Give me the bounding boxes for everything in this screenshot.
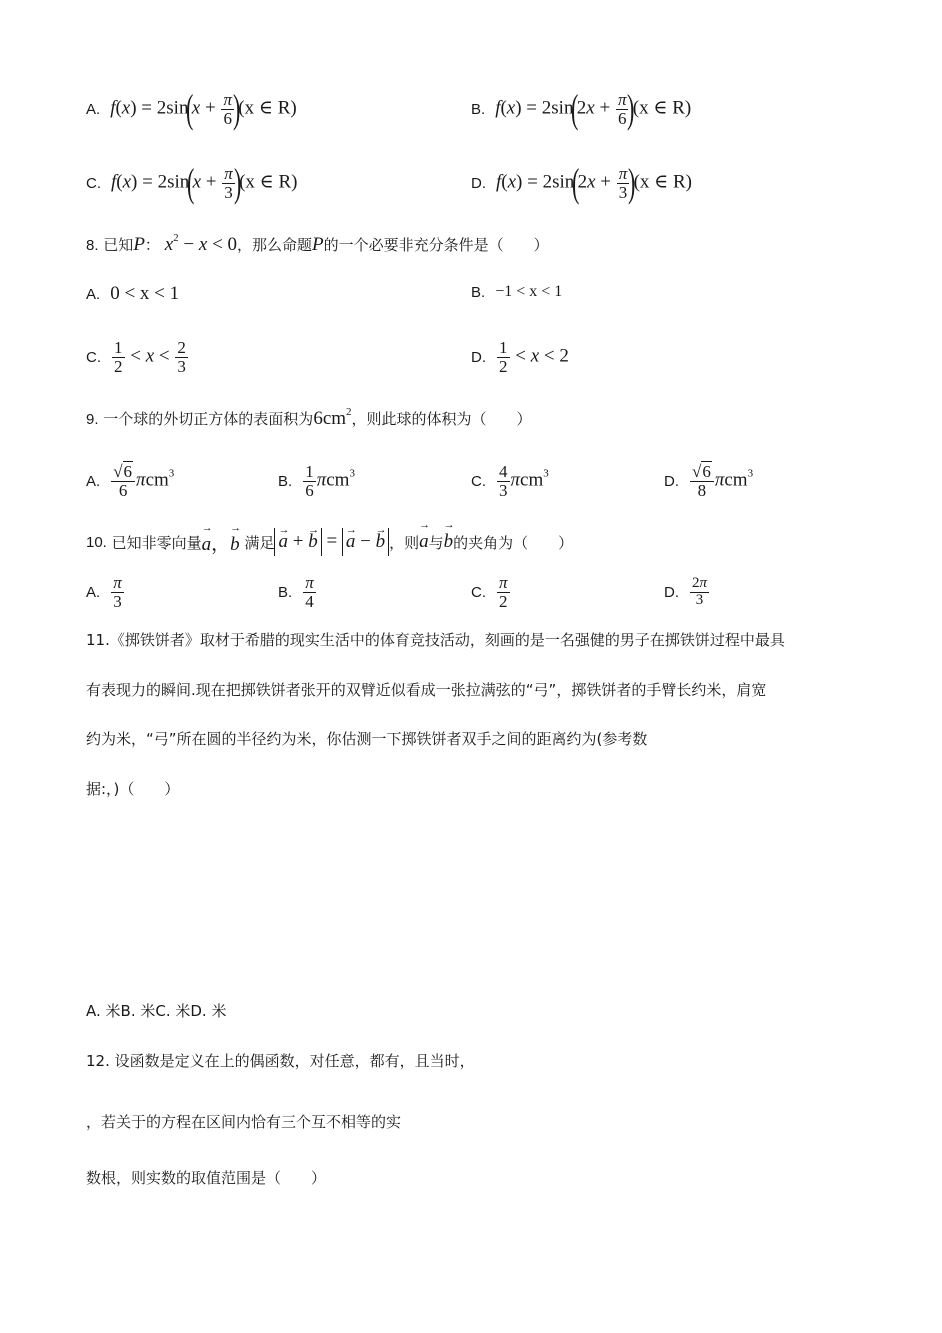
math-expression: f(x) = 2sin(x + $\frac{\pi}{6}$ )(x ∈ R) xyxy=(110,86,297,131)
math-expression: $\frac{\pi}{4}$ xyxy=(305,572,314,611)
math-expression: f(x) = 2sin(2x + $\frac{\pi}{6}$ )(x ∈ R) xyxy=(495,86,692,131)
math-expression: $\frac{\pi}{2}$ xyxy=(499,572,508,611)
q8-option-d[interactable]: D. $\frac{1}{2}$ < x < 2 xyxy=(471,337,569,376)
q10-option-b[interactable]: B. $\frac{\pi}{4}$ xyxy=(278,568,317,616)
q7-option-d[interactable] xyxy=(471,158,692,208)
math-expression: $\frac{1}{6}$ πcm$^3$ xyxy=(305,461,355,500)
q7-option-c[interactable] xyxy=(86,158,298,208)
q9-option-c[interactable]: C. $\frac{4}{3}$ πcm$^3$ xyxy=(471,461,549,500)
option-label: D. xyxy=(471,174,486,192)
q11-line-4: 据:，)（ ） xyxy=(86,780,180,798)
q11-options[interactable]: A. 米B. 米C. 米D. 米 xyxy=(86,1002,227,1020)
math-expression: f(x) = 2sin(x + $\frac{\pi}{3}$ )(x ∈ R) xyxy=(111,160,298,205)
q8-option-a[interactable]: A. 0 < x < 1 xyxy=(86,283,180,304)
q9-stem: 9. 一个球的外切正方体的表面积为$6cm^2$，则此球的体积为（ ） xyxy=(86,406,532,429)
math-expression: $\frac{\pi}{3}$ xyxy=(113,572,122,611)
math-expression: $\frac{4}{3}$ πcm$^3$ xyxy=(499,461,549,500)
option-label: A. xyxy=(86,100,101,118)
q12-line-2: ，若关于的方程在区间内恰有三个互不相等的实 xyxy=(86,1113,402,1131)
q11-line-2: 有表现力的瞬间.现在把掷铁饼者张开的双臂近似看成一张拉满弦的“弓”，掷铁饼者的手臂长约米，肩宽 xyxy=(86,681,767,699)
q8-option-c[interactable]: C. $\frac{1}{2}$ < x < $\frac{2}{3}$ xyxy=(86,334,189,380)
math-expression: −1 < x < 1 xyxy=(495,283,563,300)
q10-stem: 10. 已知非零向量 → a，→ b 满足 → a + → b = → a − → b ，则 → a 与 → b 的夹角为（ ） xyxy=(86,526,573,558)
q9-option-a[interactable]: A. $\frac{√6}{6}$ πcm$^3$ xyxy=(86,461,175,500)
q10-option-a[interactable]: A. $\frac{\pi}{3}$ xyxy=(86,568,125,616)
q7-option-b[interactable] xyxy=(471,84,691,134)
q8-option-b[interactable]: B. −1 < x < 1 xyxy=(471,283,563,301)
q10-option-d[interactable]: D. $\frac{2\pi}{3}$ xyxy=(664,568,710,616)
math-expression: 0 < x < 1 xyxy=(110,283,180,304)
math-expression: $\frac{1}{2}$ < x < $\frac{2}{3}$ xyxy=(114,337,186,376)
q8-stem: 8. 已知P： $x^2 - x < 0$，那么命题P的一个必要非充分条件是（ ） xyxy=(86,232,549,255)
q12-line-1: 12. 设函数是定义在上的偶函数，对任意，都有，且当时， xyxy=(86,1052,475,1070)
q9-option-b[interactable]: B. $\frac{1}{6}$ πcm$^3$ xyxy=(278,461,355,500)
q10-option-c[interactable]: C. $\frac{\pi}{2}$ xyxy=(471,568,511,616)
q7-option-a[interactable] xyxy=(86,84,297,134)
q9-option-d[interactable]: D. $\frac{√6}{8}$ πcm$^3$ xyxy=(664,461,754,500)
math-expression: $\frac{√6}{6}$ πcm$^3$ xyxy=(113,461,175,500)
q11-line-1: 11.《掷铁饼者》取材于希腊的现实生活中的体育竞技活动，刻画的是一名强健的男子在掷铁饼过程中最具 xyxy=(86,631,785,649)
option-label: C. xyxy=(86,174,101,192)
q12-line-3: 数根，则实数的取值范围是（ ） xyxy=(86,1169,327,1187)
math-expression: f(x) = 2sin(2x + $\frac{\pi}{3}$ )(x ∈ R) xyxy=(496,160,693,205)
math-expression: $\frac{1}{2}$ < x < 2 xyxy=(499,337,569,376)
math-expression: $\frac{2\pi}{3}$ xyxy=(692,574,708,608)
option-label: B. xyxy=(471,100,486,118)
q11-line-3: 约为米，“弓”所在圆的半径约为米，你估测一下掷铁饼者双手之间的距离约为(参考数 xyxy=(86,730,648,748)
math-expression: $\frac{√6}{8}$ πcm$^3$ xyxy=(692,461,754,500)
